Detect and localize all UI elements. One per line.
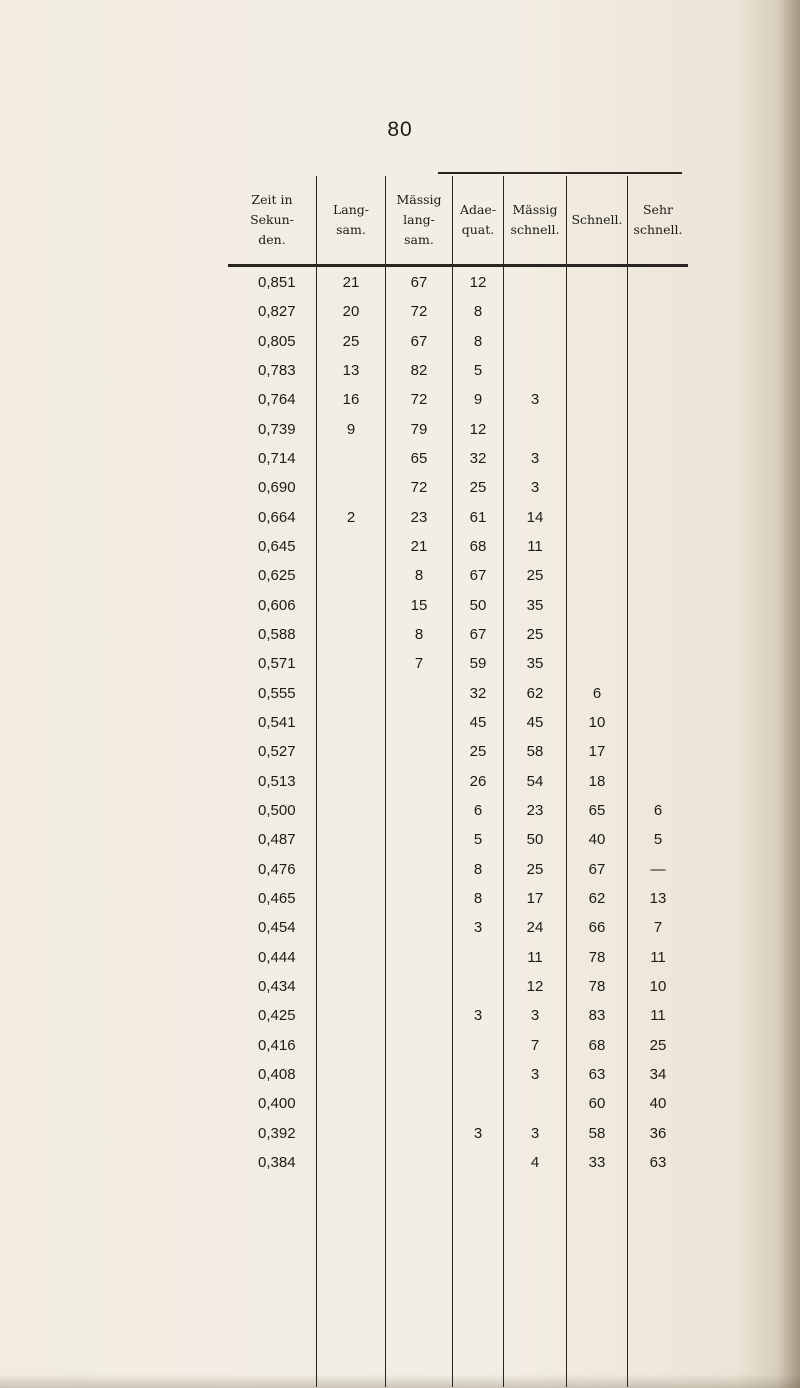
cell-zeit: 0,625: [258, 567, 296, 584]
cell-zeit: 0,454: [258, 919, 296, 936]
cell-zeit: 0,827: [258, 303, 296, 320]
cell-sehr-schnell: [628, 563, 688, 589]
header-adaequat: Adae- quat.: [459, 202, 497, 237]
cell-maessig-langsam: [386, 974, 452, 1000]
cell-zeit: 0,487: [258, 831, 296, 848]
cell-sehr-schnell: [628, 387, 688, 413]
cell-maessig-langsam: 72: [410, 391, 428, 408]
cell-sehr-schnell: 63: [649, 1154, 667, 1171]
cell-langsam: [317, 1062, 385, 1088]
cell-zeit: 0,384: [258, 1154, 296, 1171]
cell-adaequat: [453, 1150, 503, 1176]
cell-maessig-schnell: 3: [530, 1125, 540, 1142]
cell-adaequat: 8: [473, 333, 483, 350]
cell-adaequat: 5: [473, 362, 483, 379]
cell-maessig-schnell: 7: [530, 1037, 540, 1054]
cell-sehr-schnell: —: [650, 861, 666, 878]
cell-maessig-schnell: 25: [526, 567, 544, 584]
cell-schnell: [567, 270, 627, 296]
cell-schnell: [567, 505, 627, 531]
cell-zeit: 0,465: [258, 890, 296, 907]
cell-langsam: [317, 769, 385, 795]
cell-maessig-langsam: [386, 915, 452, 941]
cell-sehr-schnell: 13: [649, 890, 667, 907]
cell-schnell: [567, 622, 627, 648]
cell-adaequat: 12: [469, 421, 487, 438]
cell-maessig-langsam: [386, 1121, 452, 1147]
cell-maessig-schnell: 45: [526, 714, 544, 731]
cell-schnell: 58: [588, 1125, 606, 1142]
cell-schnell: 63: [588, 1066, 606, 1083]
cell-sehr-schnell: 10: [649, 978, 667, 995]
cell-sehr-schnell: 7: [653, 919, 663, 936]
cell-schnell: 18: [588, 773, 606, 790]
cell-langsam: [317, 1033, 385, 1059]
cell-maessig-schnell: 54: [526, 773, 544, 790]
cell-maessig-schnell: 25: [526, 626, 544, 643]
cell-sehr-schnell: [628, 270, 688, 296]
cell-schnell: 83: [588, 1007, 606, 1024]
header-maessig-schnell: Mässig schnell.: [510, 202, 560, 237]
cell-maessig-langsam: 72: [410, 479, 428, 496]
cell-sehr-schnell: [628, 475, 688, 501]
cell-schnell: 65: [588, 802, 606, 819]
cell-langsam: [317, 1091, 385, 1117]
cell-zeit: 0,541: [258, 714, 296, 731]
cell-maessig-langsam: [386, 827, 452, 853]
cell-maessig-schnell: 24: [526, 919, 544, 936]
cell-langsam: [317, 857, 385, 883]
cell-zeit: 0,645: [258, 538, 296, 555]
cell-zeit: 0,425: [258, 1007, 296, 1024]
cell-langsam: [317, 622, 385, 648]
cell-maessig-schnell: 17: [526, 890, 544, 907]
cell-schnell: [567, 299, 627, 325]
header-schnell: Schnell.: [571, 212, 623, 227]
cell-schnell: 67: [588, 861, 606, 878]
cell-maessig-schnell: 3: [530, 479, 540, 496]
cell-schnell: [567, 534, 627, 560]
cell-langsam: [317, 593, 385, 619]
cell-sehr-schnell: [628, 329, 688, 355]
cell-maessig-schnell: 62: [526, 685, 544, 702]
cell-maessig-langsam: [386, 1062, 452, 1088]
cell-maessig-schnell: 58: [526, 743, 544, 760]
cell-maessig-schnell: [504, 270, 566, 296]
header-divider: [316, 176, 317, 264]
cell-adaequat: 26: [469, 773, 487, 790]
cell-schnell: [567, 387, 627, 413]
cell-maessig-schnell: 3: [530, 391, 540, 408]
cell-maessig-langsam: [386, 1091, 452, 1117]
header-divider: [385, 176, 386, 264]
cell-langsam: 13: [342, 362, 360, 379]
cell-adaequat: 3: [473, 919, 483, 936]
cell-maessig-langsam: 82: [410, 362, 428, 379]
cell-maessig-langsam: 67: [410, 274, 428, 291]
cell-maessig-schnell: [504, 358, 566, 384]
cell-langsam: [317, 1003, 385, 1029]
cell-zeit: 0,400: [258, 1095, 296, 1112]
cell-zeit: 0,739: [258, 421, 296, 438]
cell-schnell: [567, 446, 627, 472]
cell-schnell: [567, 329, 627, 355]
cell-schnell: [567, 651, 627, 677]
cell-zeit: 0,444: [258, 949, 296, 966]
cell-maessig-schnell: 23: [526, 802, 544, 819]
cell-adaequat: 12: [469, 274, 487, 291]
cell-zeit: 0,392: [258, 1125, 296, 1142]
cell-adaequat: 5: [473, 831, 483, 848]
cell-adaequat: 45: [469, 714, 487, 731]
cell-adaequat: 25: [469, 743, 487, 760]
header-langsam: Lang- sam.: [332, 202, 370, 237]
cell-sehr-schnell: [628, 534, 688, 560]
cell-zeit: 0,500: [258, 802, 296, 819]
cell-maessig-langsam: [386, 1150, 452, 1176]
cell-maessig-langsam: 79: [410, 421, 428, 438]
cell-maessig-langsam: 8: [414, 626, 424, 643]
cell-adaequat: 32: [469, 450, 487, 467]
header-maessig-langsam: Mässig lang- sam.: [396, 192, 442, 247]
cell-adaequat: 8: [473, 890, 483, 907]
cell-maessig-langsam: [386, 681, 452, 707]
cell-adaequat: 32: [469, 685, 487, 702]
cell-schnell: [567, 475, 627, 501]
cell-zeit: 0,513: [258, 773, 296, 790]
cell-maessig-schnell: 35: [526, 655, 544, 672]
cell-maessig-schnell: [504, 417, 566, 443]
header-top-rule: [438, 172, 682, 174]
cell-schnell: [567, 593, 627, 619]
cell-langsam: [317, 1150, 385, 1176]
cell-zeit: 0,690: [258, 479, 296, 496]
cell-adaequat: 50: [469, 597, 487, 614]
cell-langsam: [317, 827, 385, 853]
cell-langsam: 20: [342, 303, 360, 320]
cell-zeit: 0,783: [258, 362, 296, 379]
header-sehr-schnell: Sehr schnell.: [633, 202, 683, 237]
cell-maessig-schnell: [504, 329, 566, 355]
page-number: 80: [387, 118, 413, 141]
cell-langsam: [317, 974, 385, 1000]
cell-langsam: 9: [346, 421, 356, 438]
cell-sehr-schnell: 36: [649, 1125, 667, 1142]
cell-zeit: 0,851: [258, 274, 296, 291]
cell-maessig-langsam: 8: [414, 567, 424, 584]
cell-schnell: 78: [588, 978, 606, 995]
cell-langsam: 16: [342, 391, 360, 408]
cell-maessig-schnell: 3: [530, 450, 540, 467]
cell-sehr-schnell: [628, 622, 688, 648]
cell-maessig-langsam: [386, 710, 452, 736]
header-bottom-rule: [228, 264, 688, 267]
header-zeit: Zeit in Sekun- den.: [250, 192, 294, 247]
cell-langsam: 25: [342, 333, 360, 350]
cell-maessig-schnell: 11: [527, 538, 543, 555]
header-divider: [566, 176, 567, 264]
cell-langsam: [317, 651, 385, 677]
cell-langsam: 21: [342, 274, 360, 291]
cell-adaequat: [453, 1033, 503, 1059]
cell-schnell: 40: [588, 831, 606, 848]
cell-adaequat: 67: [469, 567, 487, 584]
cell-sehr-schnell: [628, 299, 688, 325]
cell-sehr-schnell: [628, 651, 688, 677]
header-divider: [452, 176, 453, 264]
cell-schnell: [567, 358, 627, 384]
header-divider: [503, 176, 504, 264]
cell-langsam: [317, 446, 385, 472]
cell-adaequat: 68: [469, 538, 487, 555]
cell-langsam: [317, 798, 385, 824]
cell-schnell: [567, 417, 627, 443]
page-edge-shadow: [778, 0, 800, 1388]
cell-maessig-langsam: [386, 769, 452, 795]
cell-sehr-schnell: 40: [649, 1095, 667, 1112]
cell-langsam: [317, 534, 385, 560]
cell-maessig-langsam: 67: [410, 333, 428, 350]
cell-maessig-schnell: 50: [526, 831, 544, 848]
cell-sehr-schnell: 34: [649, 1066, 667, 1083]
cell-langsam: [317, 710, 385, 736]
cell-langsam: [317, 886, 385, 912]
cell-maessig-langsam: [386, 798, 452, 824]
cell-adaequat: 3: [473, 1007, 483, 1024]
cell-adaequat: 8: [473, 303, 483, 320]
cell-zeit: 0,476: [258, 861, 296, 878]
cell-adaequat: 59: [469, 655, 487, 672]
cell-sehr-schnell: [628, 446, 688, 472]
cell-maessig-schnell: 14: [526, 509, 544, 526]
cell-schnell: 10: [588, 714, 606, 731]
cell-zeit: 0,434: [258, 978, 296, 995]
cell-maessig-langsam: [386, 1003, 452, 1029]
cell-maessig-langsam: [386, 857, 452, 883]
cell-adaequat: 6: [473, 802, 483, 819]
cell-zeit: 0,664: [258, 509, 296, 526]
cell-sehr-schnell: [628, 417, 688, 443]
cell-schnell: 68: [588, 1037, 606, 1054]
cell-adaequat: [453, 1062, 503, 1088]
cell-schnell: 6: [592, 685, 602, 702]
cell-maessig-schnell: 12: [526, 978, 544, 995]
cell-zeit: 0,588: [258, 626, 296, 643]
cell-maessig-langsam: 15: [410, 597, 428, 614]
cell-adaequat: 67: [469, 626, 487, 643]
cell-zeit: 0,571: [258, 655, 296, 672]
cell-sehr-schnell: 6: [653, 802, 663, 819]
cell-langsam: 2: [346, 509, 356, 526]
cell-sehr-schnell: [628, 739, 688, 765]
cell-sehr-schnell: 5: [653, 831, 663, 848]
cell-adaequat: 9: [473, 391, 483, 408]
cell-adaequat: 3: [473, 1125, 483, 1142]
cell-maessig-schnell: 3: [530, 1007, 540, 1024]
cell-langsam: [317, 475, 385, 501]
cell-maessig-schnell: 11: [527, 949, 543, 966]
cell-sehr-schnell: [628, 710, 688, 736]
cell-langsam: [317, 739, 385, 765]
cell-schnell: 62: [588, 890, 606, 907]
cell-maessig-langsam: [386, 886, 452, 912]
cell-schnell: [567, 563, 627, 589]
cell-maessig-langsam: 7: [414, 655, 424, 672]
cell-maessig-schnell: [504, 299, 566, 325]
cell-maessig-schnell: 25: [526, 861, 544, 878]
cell-sehr-schnell: 11: [650, 949, 666, 966]
cell-schnell: 33: [588, 1154, 606, 1171]
cell-zeit: 0,606: [258, 597, 296, 614]
cell-maessig-langsam: [386, 945, 452, 971]
cell-zeit: 0,714: [258, 450, 296, 467]
cell-adaequat: [453, 1091, 503, 1117]
cell-sehr-schnell: [628, 593, 688, 619]
cell-sehr-schnell: [628, 505, 688, 531]
cell-langsam: [317, 1121, 385, 1147]
cell-maessig-schnell: [504, 1091, 566, 1117]
page-bottom-shadow: [0, 1374, 800, 1388]
cell-sehr-schnell: 11: [650, 1007, 666, 1024]
cell-langsam: [317, 681, 385, 707]
cell-zeit: 0,805: [258, 333, 296, 350]
cell-schnell: 17: [588, 743, 606, 760]
cell-maessig-schnell: 3: [530, 1066, 540, 1083]
header-divider: [627, 176, 628, 264]
cell-maessig-langsam: [386, 739, 452, 765]
cell-zeit: 0,408: [258, 1066, 296, 1083]
cell-maessig-langsam: 21: [410, 538, 428, 555]
cell-schnell: 78: [588, 949, 606, 966]
cell-maessig-schnell: 35: [526, 597, 544, 614]
cell-adaequat: 8: [473, 861, 483, 878]
cell-langsam: [317, 563, 385, 589]
cell-sehr-schnell: 25: [649, 1037, 667, 1054]
cell-sehr-schnell: [628, 769, 688, 795]
cell-zeit: 0,555: [258, 685, 296, 702]
cell-zeit: 0,416: [258, 1037, 296, 1054]
cell-langsam: [317, 915, 385, 941]
cell-maessig-schnell: 4: [530, 1154, 540, 1171]
cell-sehr-schnell: [628, 681, 688, 707]
cell-adaequat: [453, 974, 503, 1000]
cell-schnell: 66: [588, 919, 606, 936]
cell-maessig-langsam: 72: [410, 303, 428, 320]
cell-maessig-langsam: 65: [410, 450, 428, 467]
cell-adaequat: 61: [469, 509, 487, 526]
cell-maessig-langsam: [386, 1033, 452, 1059]
cell-adaequat: [453, 945, 503, 971]
cell-adaequat: 25: [469, 479, 487, 496]
cell-maessig-langsam: 23: [410, 509, 428, 526]
cell-zeit: 0,527: [258, 743, 296, 760]
cell-langsam: [317, 945, 385, 971]
cell-zeit: 0,764: [258, 391, 296, 408]
cell-sehr-schnell: [628, 358, 688, 384]
cell-schnell: 60: [588, 1095, 606, 1112]
